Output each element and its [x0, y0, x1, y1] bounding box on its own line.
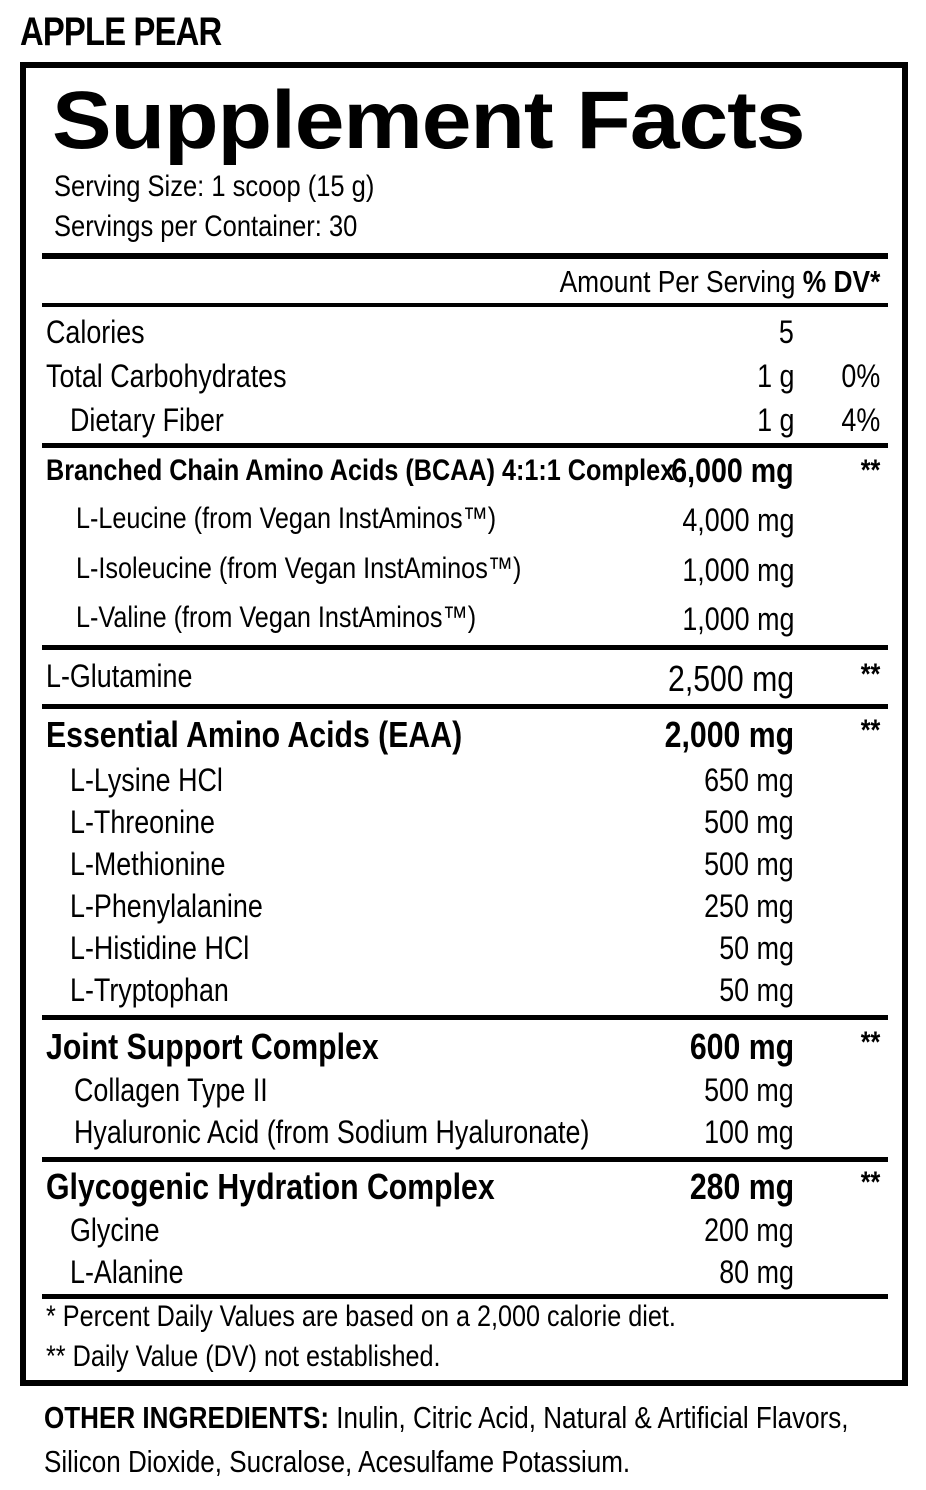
other-ingredients: [44, 1396, 892, 1484]
ingredient-row: [42, 972, 888, 1012]
ingredient-name: Essential Amino Acids (EAA): [46, 714, 463, 755]
nutrient-amount: 5: [779, 314, 794, 350]
divider-thick: [42, 253, 888, 259]
divider: [42, 1157, 888, 1162]
ingredient-row: [42, 804, 888, 844]
ingredient-dv: **: [860, 1026, 880, 1059]
ingredient-row: [42, 1212, 888, 1252]
ingredient-name: L-Leucine (from Vegan InstAminos™): [76, 502, 497, 535]
ingredient-amount: 600 mg: [689, 1026, 794, 1067]
ingredient-amount: 500 mg: [704, 804, 794, 840]
divider: [42, 1015, 888, 1020]
nutrient-row: [42, 402, 888, 442]
ingredient-name: L-Isoleucine (from Vegan InstAminos™): [76, 552, 522, 585]
ingredient-name: Joint Support Complex: [46, 1026, 379, 1067]
divider: [42, 645, 888, 650]
nutrient-amount: 1 g: [756, 402, 794, 438]
ingredient-name: Glycine: [70, 1212, 160, 1248]
column-header: [559, 264, 880, 300]
flavor-label: APPLE PEAR: [20, 10, 222, 54]
ingredient-name: L-Lysine HCl: [70, 762, 223, 798]
ingredient-group-header: [42, 454, 888, 494]
nutrient-amount: 1 g: [756, 358, 794, 394]
panel-title: Supplement Facts: [52, 75, 805, 166]
ingredient-name: L-Phenylalanine: [70, 888, 263, 924]
supplement-facts-panel: [20, 62, 908, 1386]
ingredient-amount: 650 mg: [704, 762, 794, 798]
ingredient-amount: 500 mg: [704, 1072, 794, 1108]
ingredient-name: Hyaluronic Acid (from Sodium Hyaluronate): [74, 1114, 590, 1150]
nutrient-name: Total Carbohydrates: [46, 358, 287, 394]
nutrient-row: [42, 358, 888, 398]
nutrient-dv: 0%: [841, 358, 880, 394]
other-ingredients-label: OTHER INGREDIENTS:: [44, 1400, 330, 1435]
nutrient-name: Dietary Fiber: [70, 402, 224, 438]
nutrient-dv: 4%: [841, 402, 880, 438]
ingredient-amount: 100 mg: [704, 1114, 794, 1150]
ingredient-amount: 1,000 mg: [681, 601, 794, 637]
footnote-percent-dv: * Percent Daily Values are based on a 2,000 calorie diet.: [46, 1300, 676, 1333]
ingredient-dv: **: [860, 658, 880, 691]
serving-size: Serving Size: 1 scoop (15 g): [54, 170, 375, 203]
divider: [42, 704, 888, 709]
ingredient-amount: 2,500 mg: [667, 658, 794, 699]
ingredient-name: L-Alanine: [70, 1254, 184, 1290]
nutrient-row: [42, 314, 888, 354]
ingredient-row: [42, 1072, 888, 1112]
ingredient-name: L-Threonine: [70, 804, 215, 840]
ingredient-dv: **: [860, 714, 880, 747]
nutrient-name: Calories: [46, 314, 145, 350]
amount-header: Amount Per Serving: [559, 264, 796, 299]
divider: [42, 1294, 888, 1299]
ingredient-amount: 250 mg: [704, 888, 794, 924]
ingredient-group-header: [42, 658, 888, 698]
ingredient-amount: 80 mg: [719, 1254, 794, 1290]
ingredient-amount: 4,000 mg: [681, 502, 794, 538]
ingredient-row: [42, 1114, 888, 1154]
ingredient-name: L-Tryptophan: [70, 972, 229, 1008]
ingredient-row: [42, 888, 888, 928]
ingredient-name: Glycogenic Hydration Complex: [46, 1166, 495, 1207]
ingredient-name: Collagen Type II: [74, 1072, 268, 1108]
ingredient-row: [42, 601, 888, 641]
ingredient-name: L-Glutamine: [46, 658, 193, 694]
ingredient-group-header: [42, 1026, 888, 1066]
ingredient-amount: 200 mg: [704, 1212, 794, 1248]
dv-header: % DV*: [802, 264, 880, 299]
footnote-dv-not-established: ** Daily Value (DV) not established.: [46, 1340, 441, 1373]
ingredient-row: [42, 552, 888, 592]
ingredient-amount: 50 mg: [719, 930, 794, 966]
ingredient-row: [42, 1254, 888, 1294]
ingredient-row: [42, 846, 888, 886]
ingredient-name: L-Methionine: [70, 846, 226, 882]
ingredient-row: [42, 502, 888, 542]
ingredient-row: [42, 762, 888, 802]
ingredient-name: Branched Chain Amino Acids (BCAA) 4:1:1 Complex: [46, 454, 675, 487]
ingredient-amount: 2,000 mg: [664, 714, 794, 755]
ingredient-name: L-Valine (from Vegan InstAminos™): [76, 601, 477, 634]
divider: [42, 443, 888, 448]
ingredient-group-header: [42, 714, 888, 754]
ingredient-amount: 6,000 mg: [671, 452, 794, 490]
servings-per-container: Servings per Container: 30: [54, 210, 358, 243]
ingredient-name: L-Histidine HCl: [70, 930, 250, 966]
ingredient-dv: **: [860, 1166, 880, 1199]
ingredient-row: [42, 930, 888, 970]
ingredient-group-header: [42, 1166, 888, 1206]
ingredient-dv: **: [860, 454, 880, 487]
ingredient-amount: 280 mg: [689, 1166, 794, 1207]
ingredient-amount: 50 mg: [719, 972, 794, 1008]
ingredient-amount: 500 mg: [704, 846, 794, 882]
divider: [42, 303, 888, 307]
other-ingredients-text: Inulin, Citric Acid, Natural & Artificial Flavors, Silicon Dioxide, Sucralose, Acesulfame Potassium.: [44, 1400, 849, 1479]
ingredient-amount: 1,000 mg: [681, 552, 794, 588]
